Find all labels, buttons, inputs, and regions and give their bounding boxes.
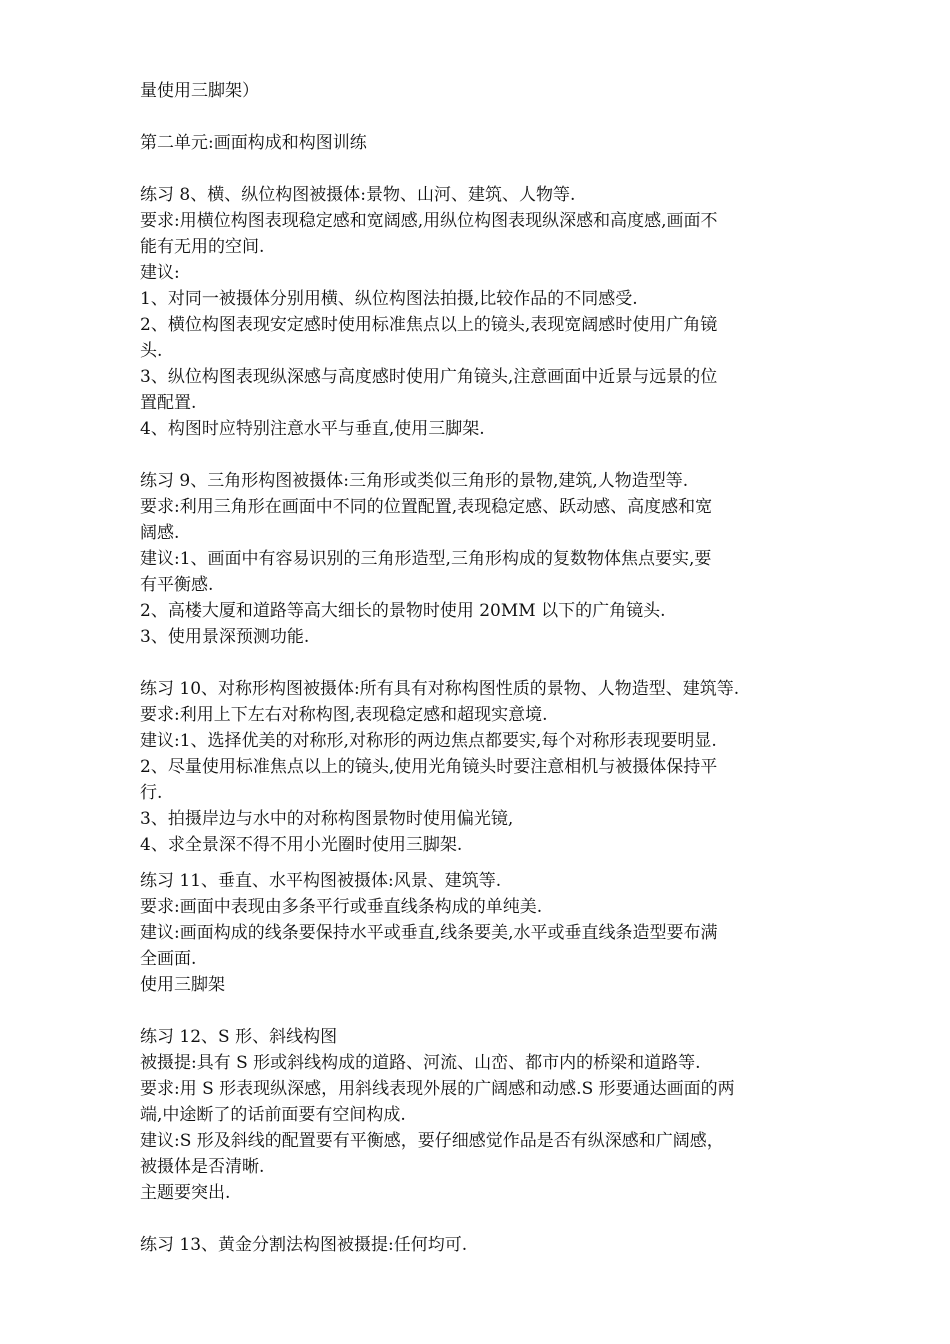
- text-line: 使用三脚架: [140, 975, 225, 995]
- text-line: 有平衡感.: [140, 575, 214, 595]
- exercise-title: 练习 8、横、纵位构图被摄体:景物、山河、建筑、人物等.: [140, 185, 576, 205]
- text-line: 被摄体是否清晰.: [140, 1157, 265, 1177]
- text-line: 建议:: [140, 263, 180, 283]
- text-line: 阔感.: [140, 523, 180, 543]
- exercise-title: 练习 9、三角形构图被摄体:三角形或类似三角形的景物,建筑,人物造型等.: [140, 471, 689, 491]
- text-line: 主题要突出.: [140, 1183, 231, 1203]
- text-line: 建议:S 形及斜线的配置要有平衡感，要仔细感觉作品是否有纵深感和广阔感，: [140, 1131, 724, 1151]
- text-line: 要求:画面中表现由多条平行或垂直线条构成的单纯美.: [140, 897, 543, 917]
- paragraph-gap: [140, 442, 860, 468]
- paragraph-gap: [140, 104, 860, 130]
- text-line: 4、构图时应特别注意水平与垂直,使用三脚架.: [140, 419, 485, 439]
- text-line: 量使用三脚架）: [140, 81, 259, 101]
- text-line: 能有无用的空间.: [140, 237, 265, 257]
- text-line: 要求:用 S 形表现纵深感，用斜线表现外展的广阔感和动感.S 形要通达画面的两: [140, 1079, 735, 1099]
- text-line: 建议:1、选择优美的对称形,对称形的两边焦点都要实,每个对称形表现要明显.: [140, 731, 717, 751]
- paragraph-gap: [140, 858, 860, 868]
- exercise-title: 练习 13、黄金分割法构图被摄提:任何均可.: [140, 1235, 468, 1255]
- text-line: 建议:画面构成的线条要保持水平或垂直,线条要美,水平或垂直线条造型要布满: [140, 923, 718, 943]
- text-line: 4、求全景深不得不用小光圈时使用三脚架.: [140, 835, 463, 855]
- exercise-title: 练习 12、S 形、斜线构图: [140, 1027, 338, 1047]
- text-line: 要求:用横位构图表现稳定感和宽阔感,用纵位构图表现纵深感和高度感,画面不: [140, 211, 718, 231]
- text-line: 全画面.: [140, 949, 197, 969]
- text-line: 3、使用景深预测功能.: [140, 627, 310, 647]
- paragraph-gap: [140, 650, 860, 676]
- text-line: 3、拍摄岸边与水中的对称构图景物时使用偏光镜,: [140, 809, 514, 829]
- text-line: 2、尽量使用标准焦点以上的镜头,使用光角镜头时要注意相机与被摄体保持平: [140, 757, 718, 777]
- exercise-title: 练习 10、对称形构图被摄体:所有具有对称构图性质的景物、人物造型、建筑等.: [140, 679, 740, 699]
- exercise-title: 练习 11、垂直、水平构图被摄体:风景、建筑等.: [140, 871, 502, 891]
- paragraph-gap: [140, 156, 860, 182]
- text-line: 1、对同一被摄体分别用横、纵位构图法拍摄,比较作品的不同感受.: [140, 289, 638, 309]
- text-line: 置配置.: [140, 393, 197, 413]
- text-line: 头.: [140, 341, 163, 361]
- paragraph-gap: [140, 1206, 860, 1232]
- text-line: 被摄提:具有 S 形或斜线构成的道路、河流、山峦、都市内的桥梁和道路等.: [140, 1053, 701, 1073]
- document-page: [140, 78, 860, 1258]
- text-line: 端,中途断了的话前面要有空间构成.: [140, 1105, 406, 1125]
- paragraph-gap: [140, 998, 860, 1024]
- text-line: 行.: [140, 783, 163, 803]
- section-heading: 第二单元:画面构成和构图训练: [140, 133, 367, 153]
- text-line: 要求:利用三角形在画面中不同的位置配置,表现稳定感、跃动感、高度感和宽: [140, 497, 713, 517]
- text-line: 2、横位构图表现安定感时使用标准焦点以上的镜头,表现宽阔感时使用广角镜: [140, 315, 718, 335]
- text-line: 要求:利用上下左右对称构图,表现稳定感和超现实意境.: [140, 705, 548, 725]
- text-line: 2、高楼大厦和道路等高大细长的景物时使用 20MM 以下的广角镜头.: [140, 601, 666, 621]
- text-line: 建议:1、画面中有容易识别的三角形造型,三角形构成的复数物体焦点要实,要: [140, 549, 712, 569]
- text-line: 3、纵位构图表现纵深感与高度感时使用广角镜头,注意画面中近景与远景的位: [140, 367, 718, 387]
